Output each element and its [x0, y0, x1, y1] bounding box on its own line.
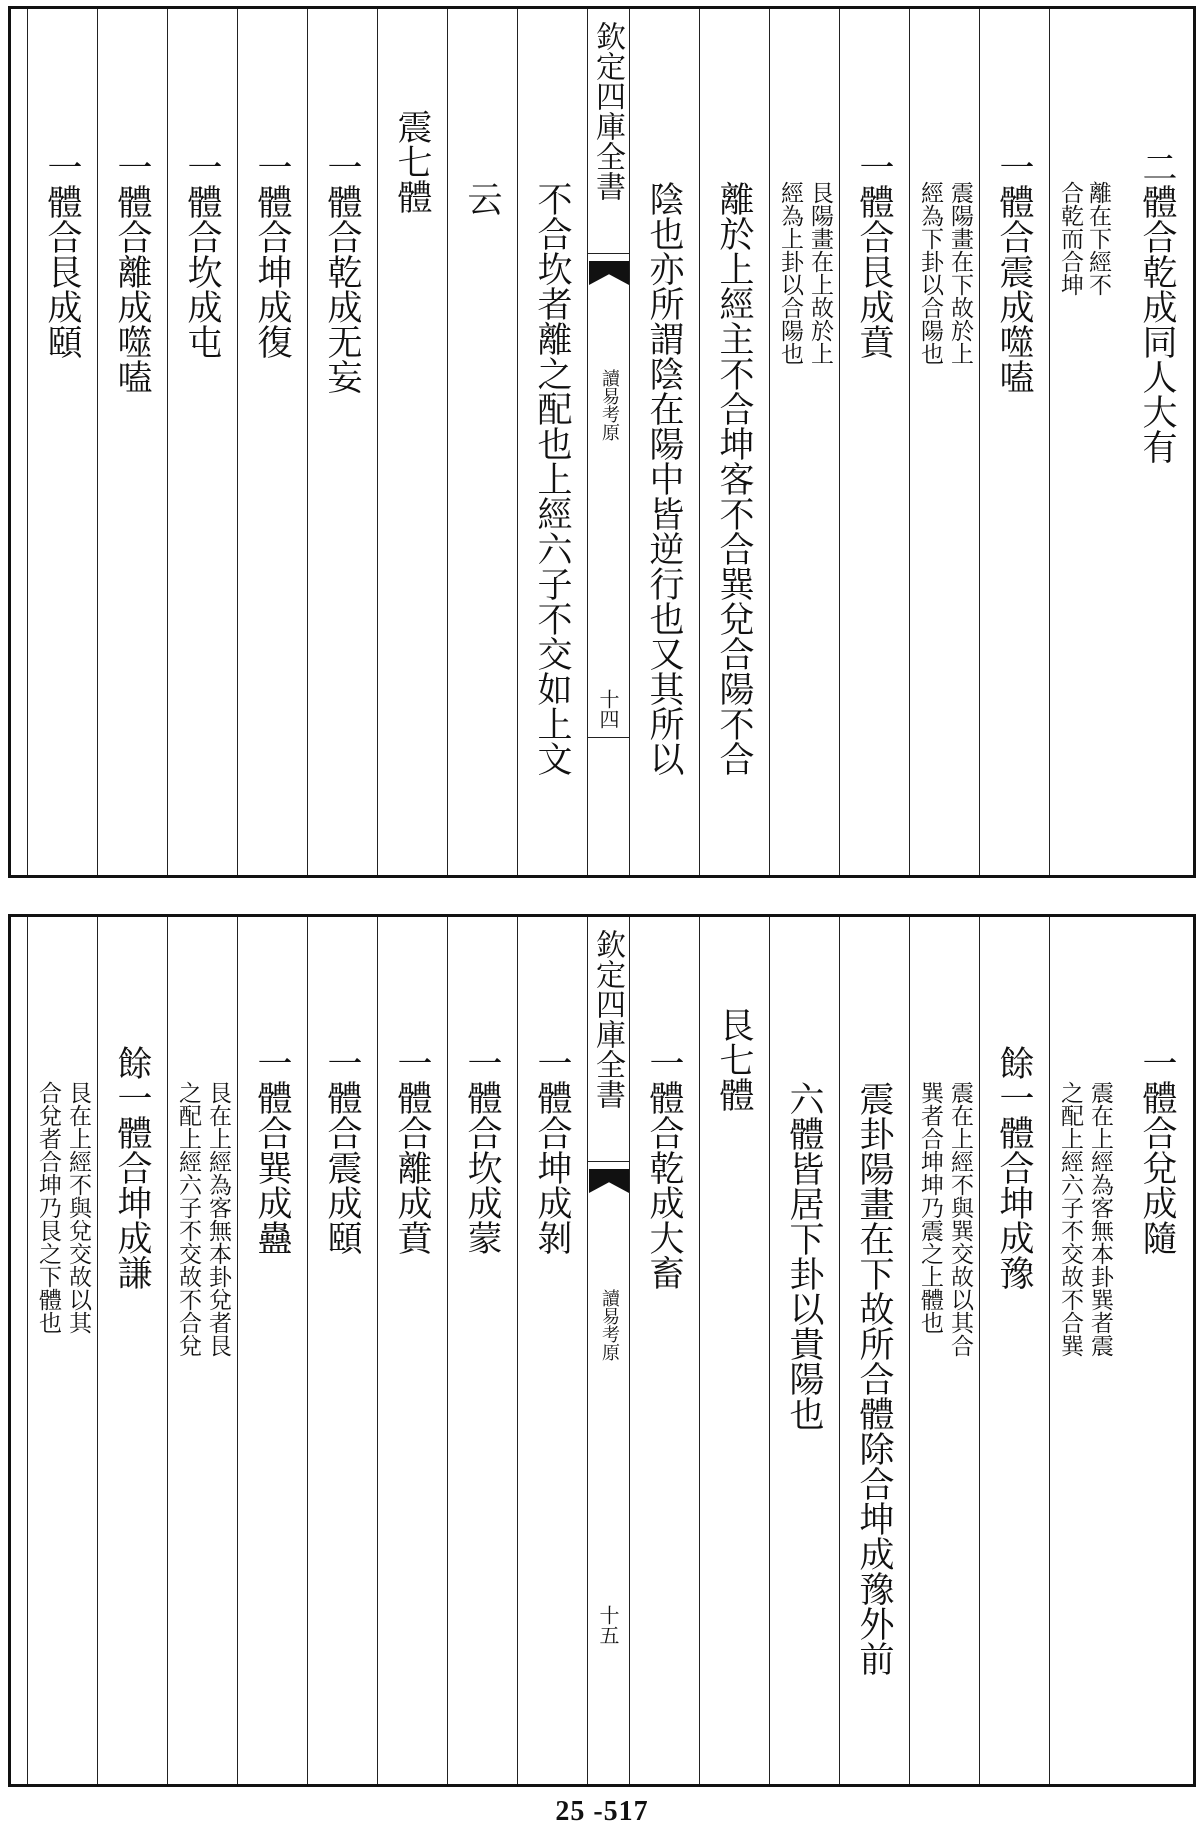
annotation-text: 合乾而合坤: [1057, 181, 1083, 296]
fishtail-mark: [589, 1169, 629, 1193]
text-column: [629, 9, 699, 875]
main-text: 二體合乾成同人大有: [1137, 149, 1177, 464]
text-column: [517, 917, 587, 1784]
main-text: 離於上經主不合坤客不合巽兌合陽不合: [714, 181, 754, 776]
text-column: [377, 917, 447, 1784]
fishtail-mark: [589, 261, 629, 285]
text-column: [167, 917, 237, 1784]
text-column: [979, 9, 1049, 875]
heading-text: 艮七體: [714, 1007, 754, 1112]
page-panel-top: [8, 6, 1196, 878]
fold-column: [587, 917, 629, 1784]
main-text: 一體合震成噬嗑: [994, 149, 1034, 394]
text-column: [699, 9, 769, 875]
heading-text: 震七體: [392, 109, 432, 214]
divider: [588, 253, 629, 254]
text-column: [979, 917, 1049, 1784]
fold-subtitle: 讀易考原: [599, 1289, 620, 1361]
text-column: [27, 917, 97, 1784]
main-text: 一體合離成噬嗑: [112, 149, 152, 394]
main-text: 一體合兌成隨: [1137, 1045, 1177, 1255]
page-number: 25 -517: [555, 1796, 649, 1827]
text-column: [27, 9, 97, 875]
main-text: 餘一體合坤成謙: [112, 1045, 152, 1290]
annotation-text: 艮陽畫在上故於上: [807, 181, 833, 365]
main-text: 一體合艮成賁: [854, 149, 894, 359]
text-column: [97, 9, 167, 875]
main-text: 一體合坎成屯: [182, 149, 222, 359]
main-text: 一體合坤成復: [252, 149, 292, 359]
divider: [588, 737, 629, 738]
annotation-text: 經為下卦以合陽也: [917, 181, 943, 365]
annotation-text: 艮在上經不與兌交故以其: [65, 1081, 91, 1334]
annotation-text: 震在上經不與巽交故以其合: [947, 1081, 973, 1357]
annotation-text: 合兌者合坤乃艮之下體也: [35, 1081, 61, 1334]
main-text: 不合坎者離之配也上經六子不交如上文: [532, 181, 572, 776]
main-text: 陰也亦所謂陰在陽中皆逆行也又其所以: [644, 181, 684, 776]
annotation-text: 震在上經為客無本卦巽者震: [1087, 1081, 1113, 1357]
main-text: 一體合乾成无妄: [322, 149, 362, 394]
fold-title: 欽定四庫全書: [590, 21, 625, 201]
text-column: [699, 917, 769, 1784]
annotation-text: 之配上經六子不交故不合兌: [175, 1081, 201, 1357]
text-column: [629, 917, 699, 1784]
text-column: [909, 9, 979, 875]
text-column: [1119, 9, 1196, 875]
text-column: [97, 917, 167, 1784]
main-text: 一體合坎成蒙: [462, 1045, 502, 1255]
text-column: [237, 9, 307, 875]
text-column: [769, 917, 839, 1784]
annotation-text: 之配上經六子不交故不合巽: [1057, 1081, 1083, 1357]
annotation-text: 經為上卦以合陽也: [777, 181, 803, 365]
main-text: 一體合震成頤: [322, 1045, 362, 1255]
main-text: 一體合坤成剝: [532, 1045, 572, 1255]
text-column: [517, 9, 587, 875]
text-column: [1049, 917, 1119, 1784]
main-text: 一體合乾成大畜: [644, 1045, 684, 1290]
divider: [588, 1161, 629, 1162]
folio-number: 十四: [596, 689, 620, 729]
fold-title: 欽定四庫全書: [590, 929, 625, 1109]
main-text: 云: [462, 181, 502, 216]
main-text: 一體合巽成蠱: [252, 1045, 292, 1255]
text-column: [839, 917, 909, 1784]
text-column: [1049, 9, 1119, 875]
text-column: [167, 9, 237, 875]
text-column: [769, 9, 839, 875]
text-column: [1119, 917, 1196, 1784]
main-text: 一體合離成賁: [392, 1045, 432, 1255]
text-column: [307, 9, 377, 875]
text-column: [447, 917, 517, 1784]
annotation-text: 艮在上經為客無本卦兌者艮: [205, 1081, 231, 1357]
text-column: [237, 917, 307, 1784]
main-text: 餘一體合坤成豫: [994, 1045, 1034, 1290]
text-column: [307, 917, 377, 1784]
annotation-text: 震陽畫在下故於上: [947, 181, 973, 365]
main-text: 震卦陽畫在下故所合體除合坤成豫外前: [854, 1081, 894, 1676]
fold-column: [587, 9, 629, 875]
main-text: 一體合艮成頤: [42, 149, 82, 359]
text-column: [909, 917, 979, 1784]
annotation-text: 巽者合坤坤乃震之上體也: [917, 1081, 943, 1334]
text-column: [377, 9, 447, 875]
fold-subtitle: 讀易考原: [599, 369, 620, 441]
annotation-text: 離在下經不: [1085, 181, 1111, 296]
folio-number: 十五: [596, 1605, 620, 1645]
text-column: [839, 9, 909, 875]
page-panel-bottom: [8, 914, 1196, 1787]
text-column: [447, 9, 517, 875]
main-text: 六體皆居下卦以貴陽也: [784, 1081, 824, 1431]
